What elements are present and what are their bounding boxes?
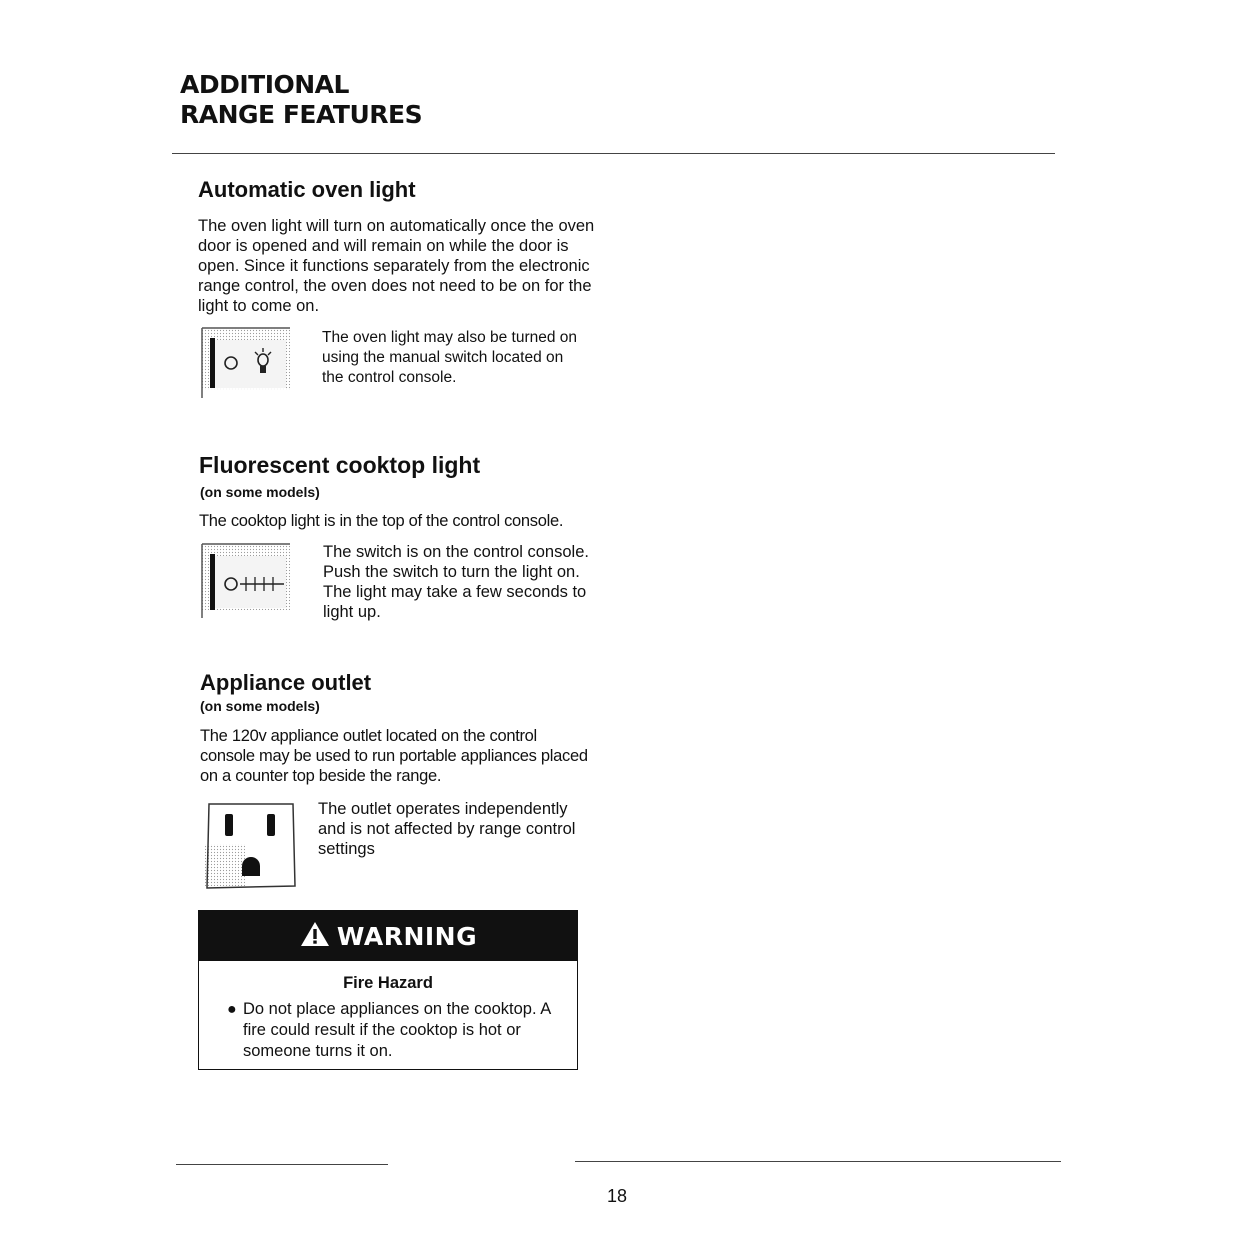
cooktop-light-availability: (on some models) bbox=[200, 484, 320, 500]
appliance-outlet-heading: Appliance outlet bbox=[200, 670, 372, 695]
page-title bbox=[180, 70, 422, 130]
footer-divider-left bbox=[176, 1164, 388, 1165]
warning-header-bar bbox=[199, 911, 577, 961]
oven-light-body: The oven light will turn on automatically once the oven door is opened and will remain on while the door is open. Since it functions separately from the electronic range control, the oven does not need to be on for the light to come on. bbox=[198, 217, 595, 315]
cooktop-light-switch-icon bbox=[198, 542, 294, 627]
appliance-outlet-availability: (on some models) bbox=[200, 698, 320, 714]
warning-triangle-icon bbox=[299, 920, 331, 953]
page-number: 18 bbox=[607, 1186, 628, 1206]
header-divider bbox=[172, 153, 1055, 154]
page-title-line2: RANGE FEATURES bbox=[180, 100, 423, 129]
hazard-title: Fire Hazard bbox=[343, 974, 433, 992]
cooktop-light-heading: Fluorescent cooktop light bbox=[199, 452, 481, 478]
warning-bullet bbox=[227, 999, 577, 1062]
cooktop-light-note: The switch is on the control console. Push the switch to turn the light on. The light may take a few seconds to light up. bbox=[323, 543, 589, 621]
oven-light-switch-icon bbox=[198, 326, 294, 407]
warning-box bbox=[198, 910, 578, 1070]
warning-label: WARNING bbox=[336, 921, 478, 951]
cooktop-light-body: The cooktop light is in the top of the control console. bbox=[199, 512, 564, 530]
appliance-outlet-body: The 120v appliance outlet located on the control console may be used to run portable appliances placed on a counter top beside the range. bbox=[200, 727, 588, 785]
oven-light-note: The oven light may also be turned on using the manual switch located on the control console. bbox=[322, 329, 578, 386]
electrical-outlet-icon bbox=[201, 800, 301, 899]
footer-divider-right bbox=[575, 1161, 1061, 1162]
oven-light-heading: Automatic oven light bbox=[198, 177, 416, 202]
page-title-line1: ADDITIONAL bbox=[180, 70, 349, 99]
warning-bullet-text: Do not place appliances on the cooktop. A fire could result if the cooktop is hot or someone turns it on. bbox=[243, 1000, 551, 1060]
appliance-outlet-note: The outlet operates independently and is not affected by range control settings bbox=[318, 800, 576, 858]
bullet-dot-icon: ● bbox=[227, 1001, 237, 1018]
